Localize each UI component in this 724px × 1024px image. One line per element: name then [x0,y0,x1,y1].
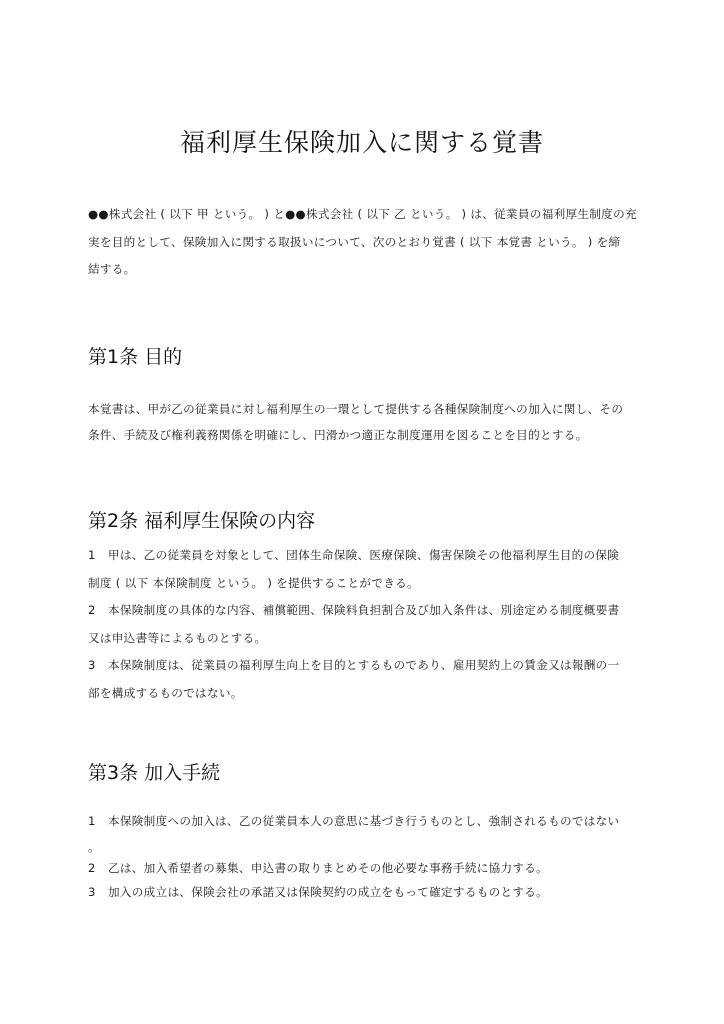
article-1-heading: 第1条 目的 [88,346,183,368]
article-2-item-1 [88,542,638,597]
item-line: 2 乙は、加入希望者の募集、申込書の取りまとめその他必要な事務手続に協力する。 [88,856,648,880]
item-line: 部を構成するものではない。 [88,685,243,700]
intro-line: ●●株式会社 ( 以下 甲 という。 ) と●●株式会社 ( 以下 乙 という。 ) は、従業員の福利厚生制度の充 [88,207,637,221]
item-number: 2 [88,860,96,875]
article-2-body [88,542,638,707]
intro-paragraph [88,201,638,284]
item-line: 1 甲は、乙の従業員を対象として、団体生命保険、医療保険、傷害保険その他福利厚生目的の保険 [88,542,638,570]
item-line: 1 本保険制度への加入は、乙の従業員本人の意思に基づき行うものとし、強制されるものではない [88,808,648,836]
item-line: 。 [88,839,100,854]
article-2-item-2 [88,597,638,652]
article-3-item-3 [88,880,648,904]
item-number: 3 [88,884,96,899]
intro-line: 結する。 [88,262,136,276]
article-line: 条件、手続及び権利義務関係を明確にし、円滑かつ適正な制度運用を図ることを目的とする。 [88,427,588,442]
article-3-item-2 [88,856,648,880]
article-2-item-3 [88,652,638,707]
article-line: 本覚書は、甲が乙の従業員に対し福利厚生の一環として提供する各種保険制度への加入に関し、その [88,402,624,416]
item-line: 制度 ( 以下 本保険制度 という。 ) を提供することができる。 [88,575,419,590]
article-3-item-1 [88,808,648,858]
item-number: 3 [88,658,96,672]
item-line: 2 本保険制度の具体的な内容、補償範囲、保険料負担割合及び加入条件は、別途定める制度概要書 [88,597,638,625]
article-3-heading: 第3条 加入手続 [88,762,221,784]
intro-line: 実を目的として、保険加入に関する取扱いについて、次のとおり覚書 ( 以下 本覚書 という。 ) を締 [88,234,621,249]
article-2-heading: 第2条 福利厚生保険の内容 [88,510,316,532]
item-number: 2 [88,603,96,617]
article-3-body [88,808,648,904]
item-number: 1 [88,814,96,828]
item-line: 又は申込書等によるものとする。 [88,630,267,645]
item-number: 1 [88,548,96,562]
item-line: 3 加入の成立は、保険会社の承諾又は保険契約の成立をもって確定するものとする。 [88,880,648,904]
document-title: 福利厚生保険加入に関する覚書 [179,128,544,157]
item-line: 3 本保険制度は、従業員の福利厚生向上を目的とするものであり、雇用契約上の賃金又は報酬の一 [88,652,638,680]
article-1-body [88,396,638,449]
